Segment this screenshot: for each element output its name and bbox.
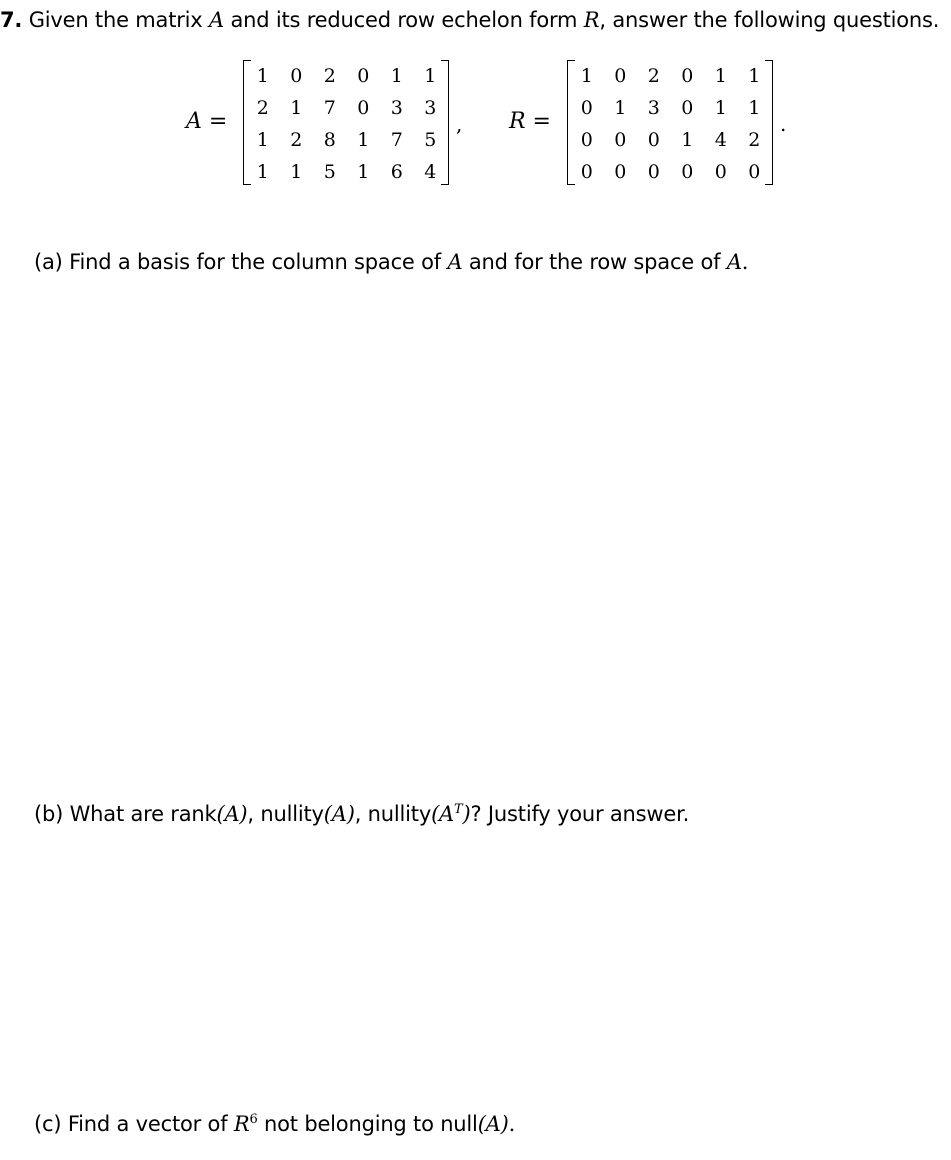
matrix-r-cell: 0 [580, 97, 593, 119]
part-b-math-3b: ) [462, 802, 471, 826]
question-text-2: and its reduced row echelon form [223, 8, 584, 32]
matrix-r-cell: 0 [681, 65, 694, 87]
part-b-text-3: , nullity [354, 802, 432, 826]
matrix-a-cell: 0 [357, 97, 370, 119]
matrix-r-cell: 0 [614, 65, 627, 87]
matrix-a-cell: 1 [357, 161, 370, 183]
matrix-r-cell: 0 [614, 129, 627, 151]
question-number: 7. [0, 8, 23, 32]
matrix-r-cell: 1 [748, 65, 761, 87]
matrix-a-cell: 7 [323, 97, 336, 119]
part-b-sup-3: T [454, 802, 463, 817]
part-c-sup-6: 6 [249, 1112, 258, 1127]
matrix-r-cell: 0 [681, 161, 694, 183]
matrix-a-label: A = [186, 109, 228, 134]
matrix-r-cell: 0 [714, 161, 727, 183]
matrix-a-cell: 2 [256, 97, 269, 119]
part-a-var-2: A [726, 250, 742, 274]
matrix-a-cell: 1 [390, 65, 403, 87]
matrix-r-cell: 1 [714, 65, 727, 87]
part-a [34, 250, 748, 274]
part-b-math-2: (A) [323, 802, 355, 826]
part-b-text-1: What are rank [63, 802, 217, 826]
part-a-label: (a) [34, 250, 63, 274]
part-c [34, 1112, 515, 1136]
part-c-label: (c) [34, 1112, 62, 1136]
matrix-a-cell: 6 [390, 161, 403, 183]
matrix-a-cell: 1 [256, 65, 269, 87]
matrix-a-cell: 1 [424, 65, 437, 87]
part-b [34, 802, 689, 826]
question-header [0, 8, 939, 32]
matrix-r-cell: 2 [647, 65, 660, 87]
matrix-r-cell: 0 [580, 129, 593, 151]
matrix-a-cell: 5 [424, 129, 437, 151]
part-c-math-1: (A) [477, 1112, 509, 1136]
part-c-text-1: Find a vector of [61, 1112, 234, 1136]
part-c-text-3: . [508, 1112, 516, 1136]
matrix-a-cell: 5 [323, 161, 336, 183]
matrix-r-cell: 0 [748, 161, 761, 183]
part-b-math-1: (A) [216, 802, 248, 826]
matrix-r-cell: 0 [614, 161, 627, 183]
part-a-var-1: A [447, 250, 463, 274]
matrix-r-cell: 1 [748, 97, 761, 119]
equation-period: . [780, 112, 787, 136]
matrix-r-cell: 1 [714, 97, 727, 119]
matrix-a-cell: 3 [424, 97, 437, 119]
matrix-r-cell: 2 [748, 129, 761, 151]
matrix-r-cell: 3 [647, 97, 660, 119]
matrix-a-cell: 7 [390, 129, 403, 151]
matrix-r [567, 60, 773, 185]
matrix-r-cell: 1 [614, 97, 627, 119]
part-b-text-2: , nullity [247, 802, 324, 826]
matrix-a-cell: 0 [290, 65, 303, 87]
matrix-a-cell: 8 [323, 129, 336, 151]
matrix-a-cell: 2 [290, 129, 303, 151]
part-a-text-1: Find a basis for the column space of [62, 250, 448, 274]
part-a-text-2: and for the row space of [462, 250, 727, 274]
part-b-math-3a: (A [431, 802, 455, 826]
part-b-label: (b) [34, 802, 64, 826]
equation-comma: , [456, 112, 463, 136]
matrix-a-cell: 1 [256, 161, 269, 183]
matrix-r-label: R = [509, 109, 551, 134]
matrix-r-cell: 0 [580, 161, 593, 183]
question-var-r: R [583, 8, 600, 32]
question-var-a: A [209, 8, 224, 32]
matrix-a [243, 60, 449, 185]
matrix-a-cell: 1 [256, 129, 269, 151]
part-c-var-r: R [233, 1112, 250, 1136]
question-text-3: , answer the following questions. [599, 8, 940, 32]
matrix-a-cell: 2 [323, 65, 336, 87]
part-a-text-3: . [741, 250, 749, 274]
matrix-a-cell: 1 [357, 129, 370, 151]
matrix-r-cell: 0 [681, 97, 694, 119]
matrix-a-cell: 0 [357, 65, 370, 87]
matrix-r-cell: 1 [681, 129, 694, 151]
matrix-r-cell: 4 [714, 129, 727, 151]
matrix-r-cell: 1 [580, 65, 593, 87]
matrix-a-cell: 4 [424, 161, 437, 183]
part-c-text-2: not belonging to null [257, 1112, 478, 1136]
matrix-r-cell: 0 [647, 129, 660, 151]
matrix-a-cell: 1 [290, 161, 303, 183]
matrix-a-cell: 1 [290, 97, 303, 119]
matrix-r-cell: 0 [647, 161, 660, 183]
question-text-1: Given the matrix [28, 8, 209, 32]
part-b-text-4: ? Justify your answer. [470, 802, 690, 826]
matrix-a-cell: 3 [390, 97, 403, 119]
